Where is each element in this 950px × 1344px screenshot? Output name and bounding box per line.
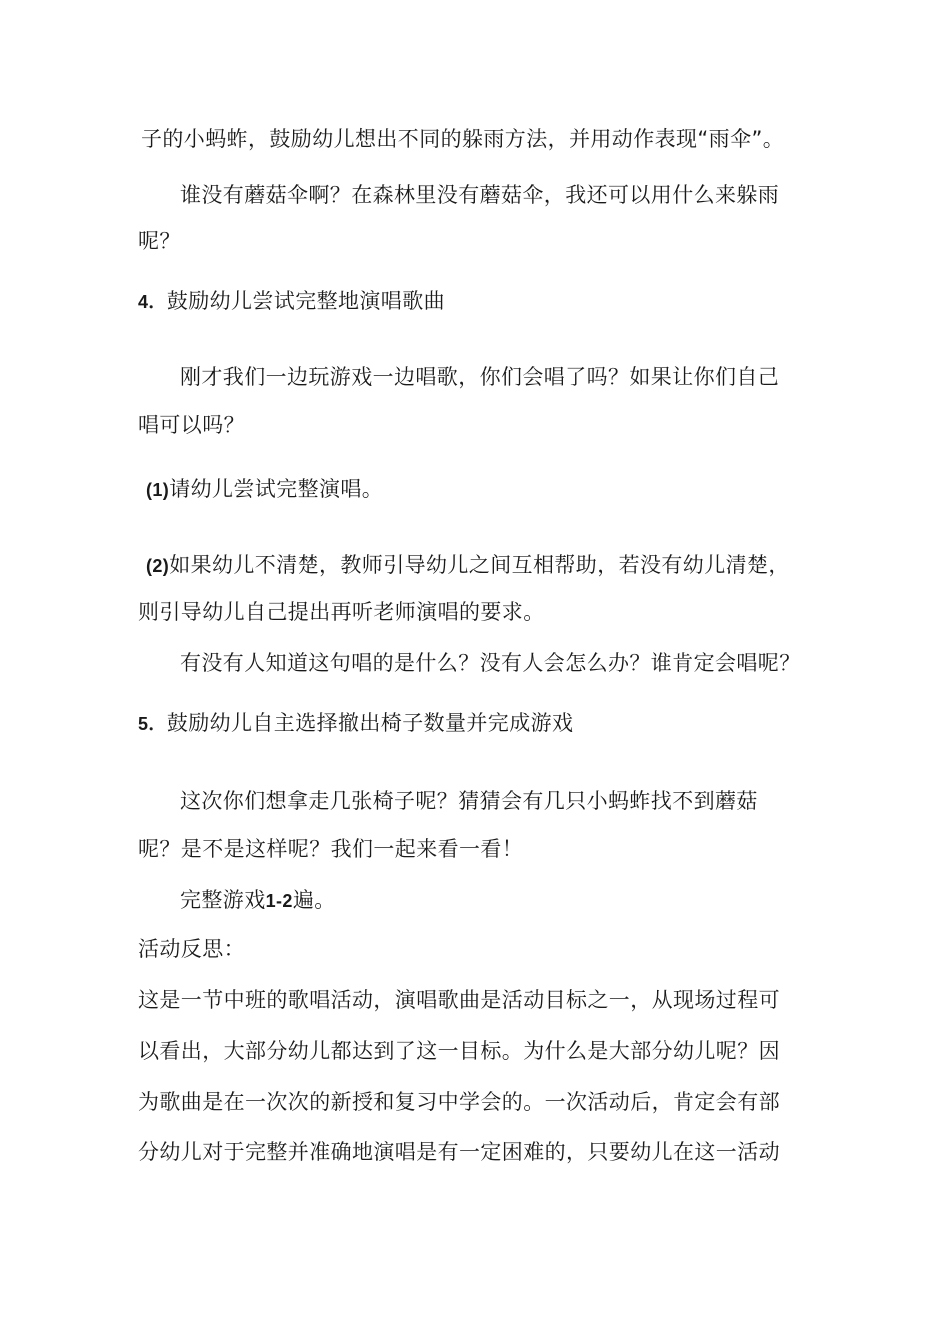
sub-item-text: 请幼儿尝试完整演唱。 (169, 477, 384, 501)
step-title: 鼓励幼儿自主选择撤出椅子数量并完成游戏 (166, 711, 574, 735)
paragraph-line: 有没有人知道这句唱的是什么？没有人会怎么办？谁肯定会唱呢？ (180, 651, 801, 675)
step-number: 4． (138, 292, 167, 312)
paragraph-line: 这次你们想拿走几张椅子呢？猜猜会有几只小蚂蚱找不到蘑菇 (180, 789, 758, 813)
game-count: 1-2 (265, 891, 293, 911)
paragraph-line: 唱可以吗？ (138, 413, 245, 437)
game-suffix: 遍。 (292, 888, 336, 912)
paragraph-line: 则引导幼儿自己提出再听老师演唱的要求。 (138, 600, 545, 624)
sub-item-number: (2) (146, 556, 170, 576)
sub-item-2 (146, 550, 790, 581)
paragraph-line: 这是一节中班的歌唱活动，演唱歌曲是活动目标之一，从现场过程可 (138, 988, 780, 1012)
paragraph-line: 呢？ (138, 229, 181, 253)
paragraph-line: 为歌曲是在一次次的新授和复习中学会的。一次活动后，肯定会有部 (138, 1090, 780, 1114)
paragraph-line: 子的小蚂蚱，鼓励幼儿想出不同的躲雨方法，并用动作表现“雨伞”。 (141, 127, 785, 151)
paragraph-line: 分幼儿对于完整并准确地演唱是有一定困难的，只要幼儿在这一活动 (138, 1140, 780, 1164)
paragraph-line: 呢？是不是这样呢？我们一起来看一看！ (138, 837, 524, 861)
section-heading-reflection: 活动反思： (138, 937, 245, 961)
sub-item-number: (1) (146, 480, 170, 500)
step-heading-5 (138, 708, 573, 739)
sub-item-text: 如果幼儿不清楚，教师引导幼儿之间互相帮助，若没有幼儿清楚， (169, 553, 790, 577)
paragraph-line: 以看出，大部分幼儿都达到了这一目标。为什么是大部分幼儿呢？因 (138, 1039, 780, 1063)
step-title: 鼓励幼儿尝试完整地演唱歌曲 (166, 289, 446, 313)
paragraph-line: 谁没有蘑菇伞啊？在森林里没有蘑菇伞，我还可以用什么来躲雨 (180, 183, 780, 207)
step-heading-4 (138, 286, 445, 317)
sub-item-1 (146, 474, 383, 505)
game-prefix: 完整游戏 (180, 888, 266, 912)
game-repeat-line (180, 885, 336, 916)
paragraph-line: 刚才我们一边玩游戏一边唱歌，你们会唱了吗？如果让你们自己 (180, 365, 780, 389)
step-number: 5． (138, 714, 167, 734)
